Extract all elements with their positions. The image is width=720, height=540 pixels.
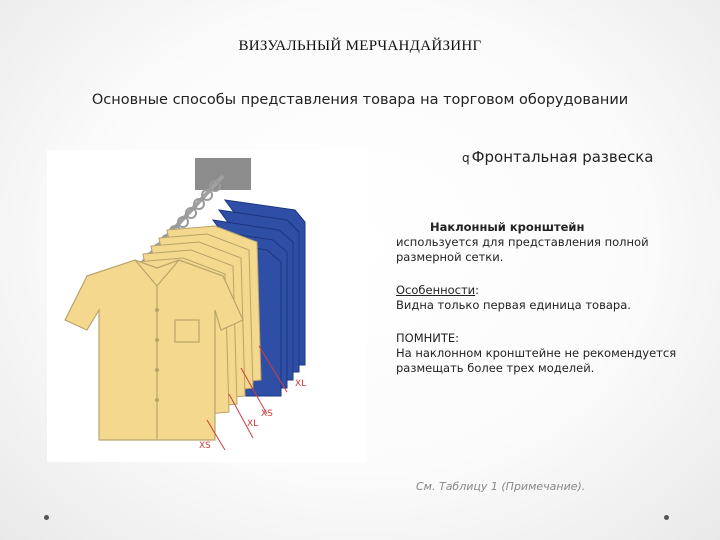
size-label-xs-2: XS [199, 441, 211, 451]
features-label: Особенности [396, 283, 476, 297]
size-label-xl-2: XL [247, 419, 259, 429]
checkbox-bullet-icon: q [462, 151, 470, 165]
remember-label: ПОМНИТЕ: [396, 331, 460, 345]
wall-bracket [195, 158, 251, 190]
description-text: используется для представления полной размерной сетки. [396, 235, 649, 264]
features-heading [396, 283, 696, 298]
size-label-xs-1: XS [261, 409, 273, 419]
shirt-rack-svg [47, 150, 367, 462]
features-colon: : [475, 283, 480, 297]
decorative-dot-right [664, 515, 669, 520]
slide-title: Основные способы представления товара на торговом оборудовании [91, 92, 629, 108]
subheading: Наклонный кронштейн [430, 220, 585, 234]
remember-text: На наклонном кронштейне не рекомендуется размещать более трех моделей. [396, 346, 677, 375]
shirt-rack-illustration [47, 150, 367, 462]
header-title: ВИЗУАЛЬНЫЙ МЕРЧАНДАЙЗИНГ [238, 38, 482, 54]
decorative-dot-left [44, 515, 49, 520]
table-note: См. Таблицу 1 (Примечание). [416, 480, 586, 493]
bullet-frontal-hanging [462, 148, 653, 166]
size-label-xl-1: XL [295, 379, 307, 389]
features-text: Видна только первая единица товара. [396, 298, 631, 312]
bullet-text: Фронтальная развеска [471, 148, 654, 166]
description-block [396, 220, 696, 376]
